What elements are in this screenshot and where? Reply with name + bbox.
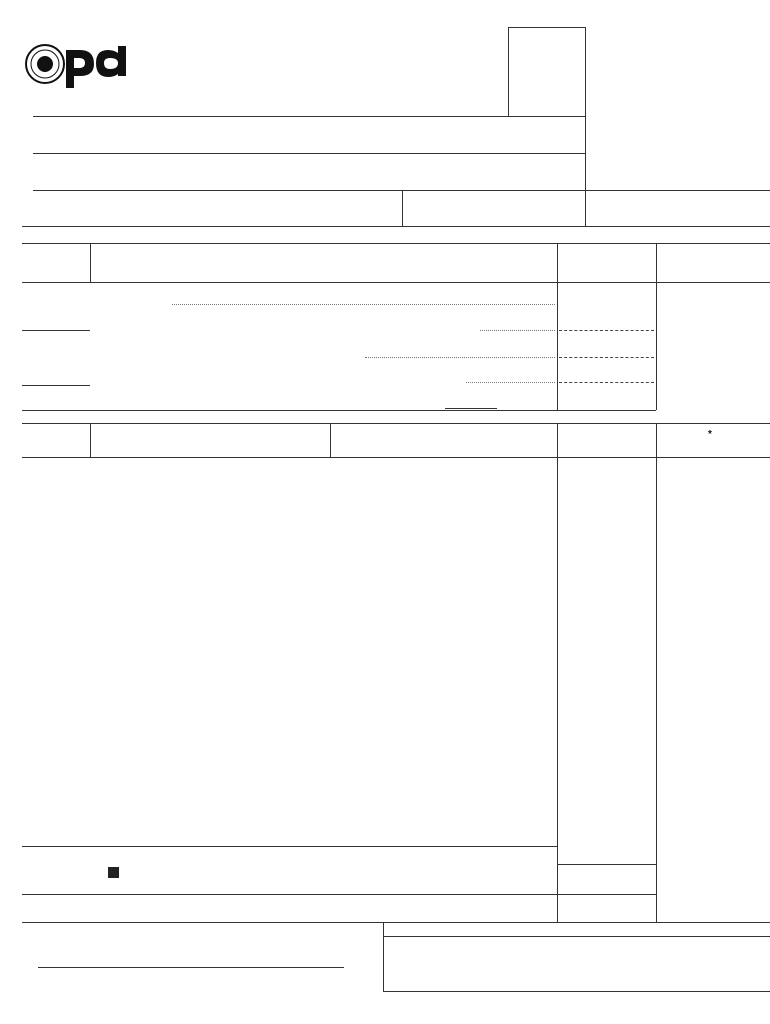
form-code-box xyxy=(508,27,586,117)
aggregate-header: * xyxy=(708,429,712,440)
additional-pages-checkbox[interactable] xyxy=(108,867,119,878)
pdc-logo xyxy=(22,42,132,90)
